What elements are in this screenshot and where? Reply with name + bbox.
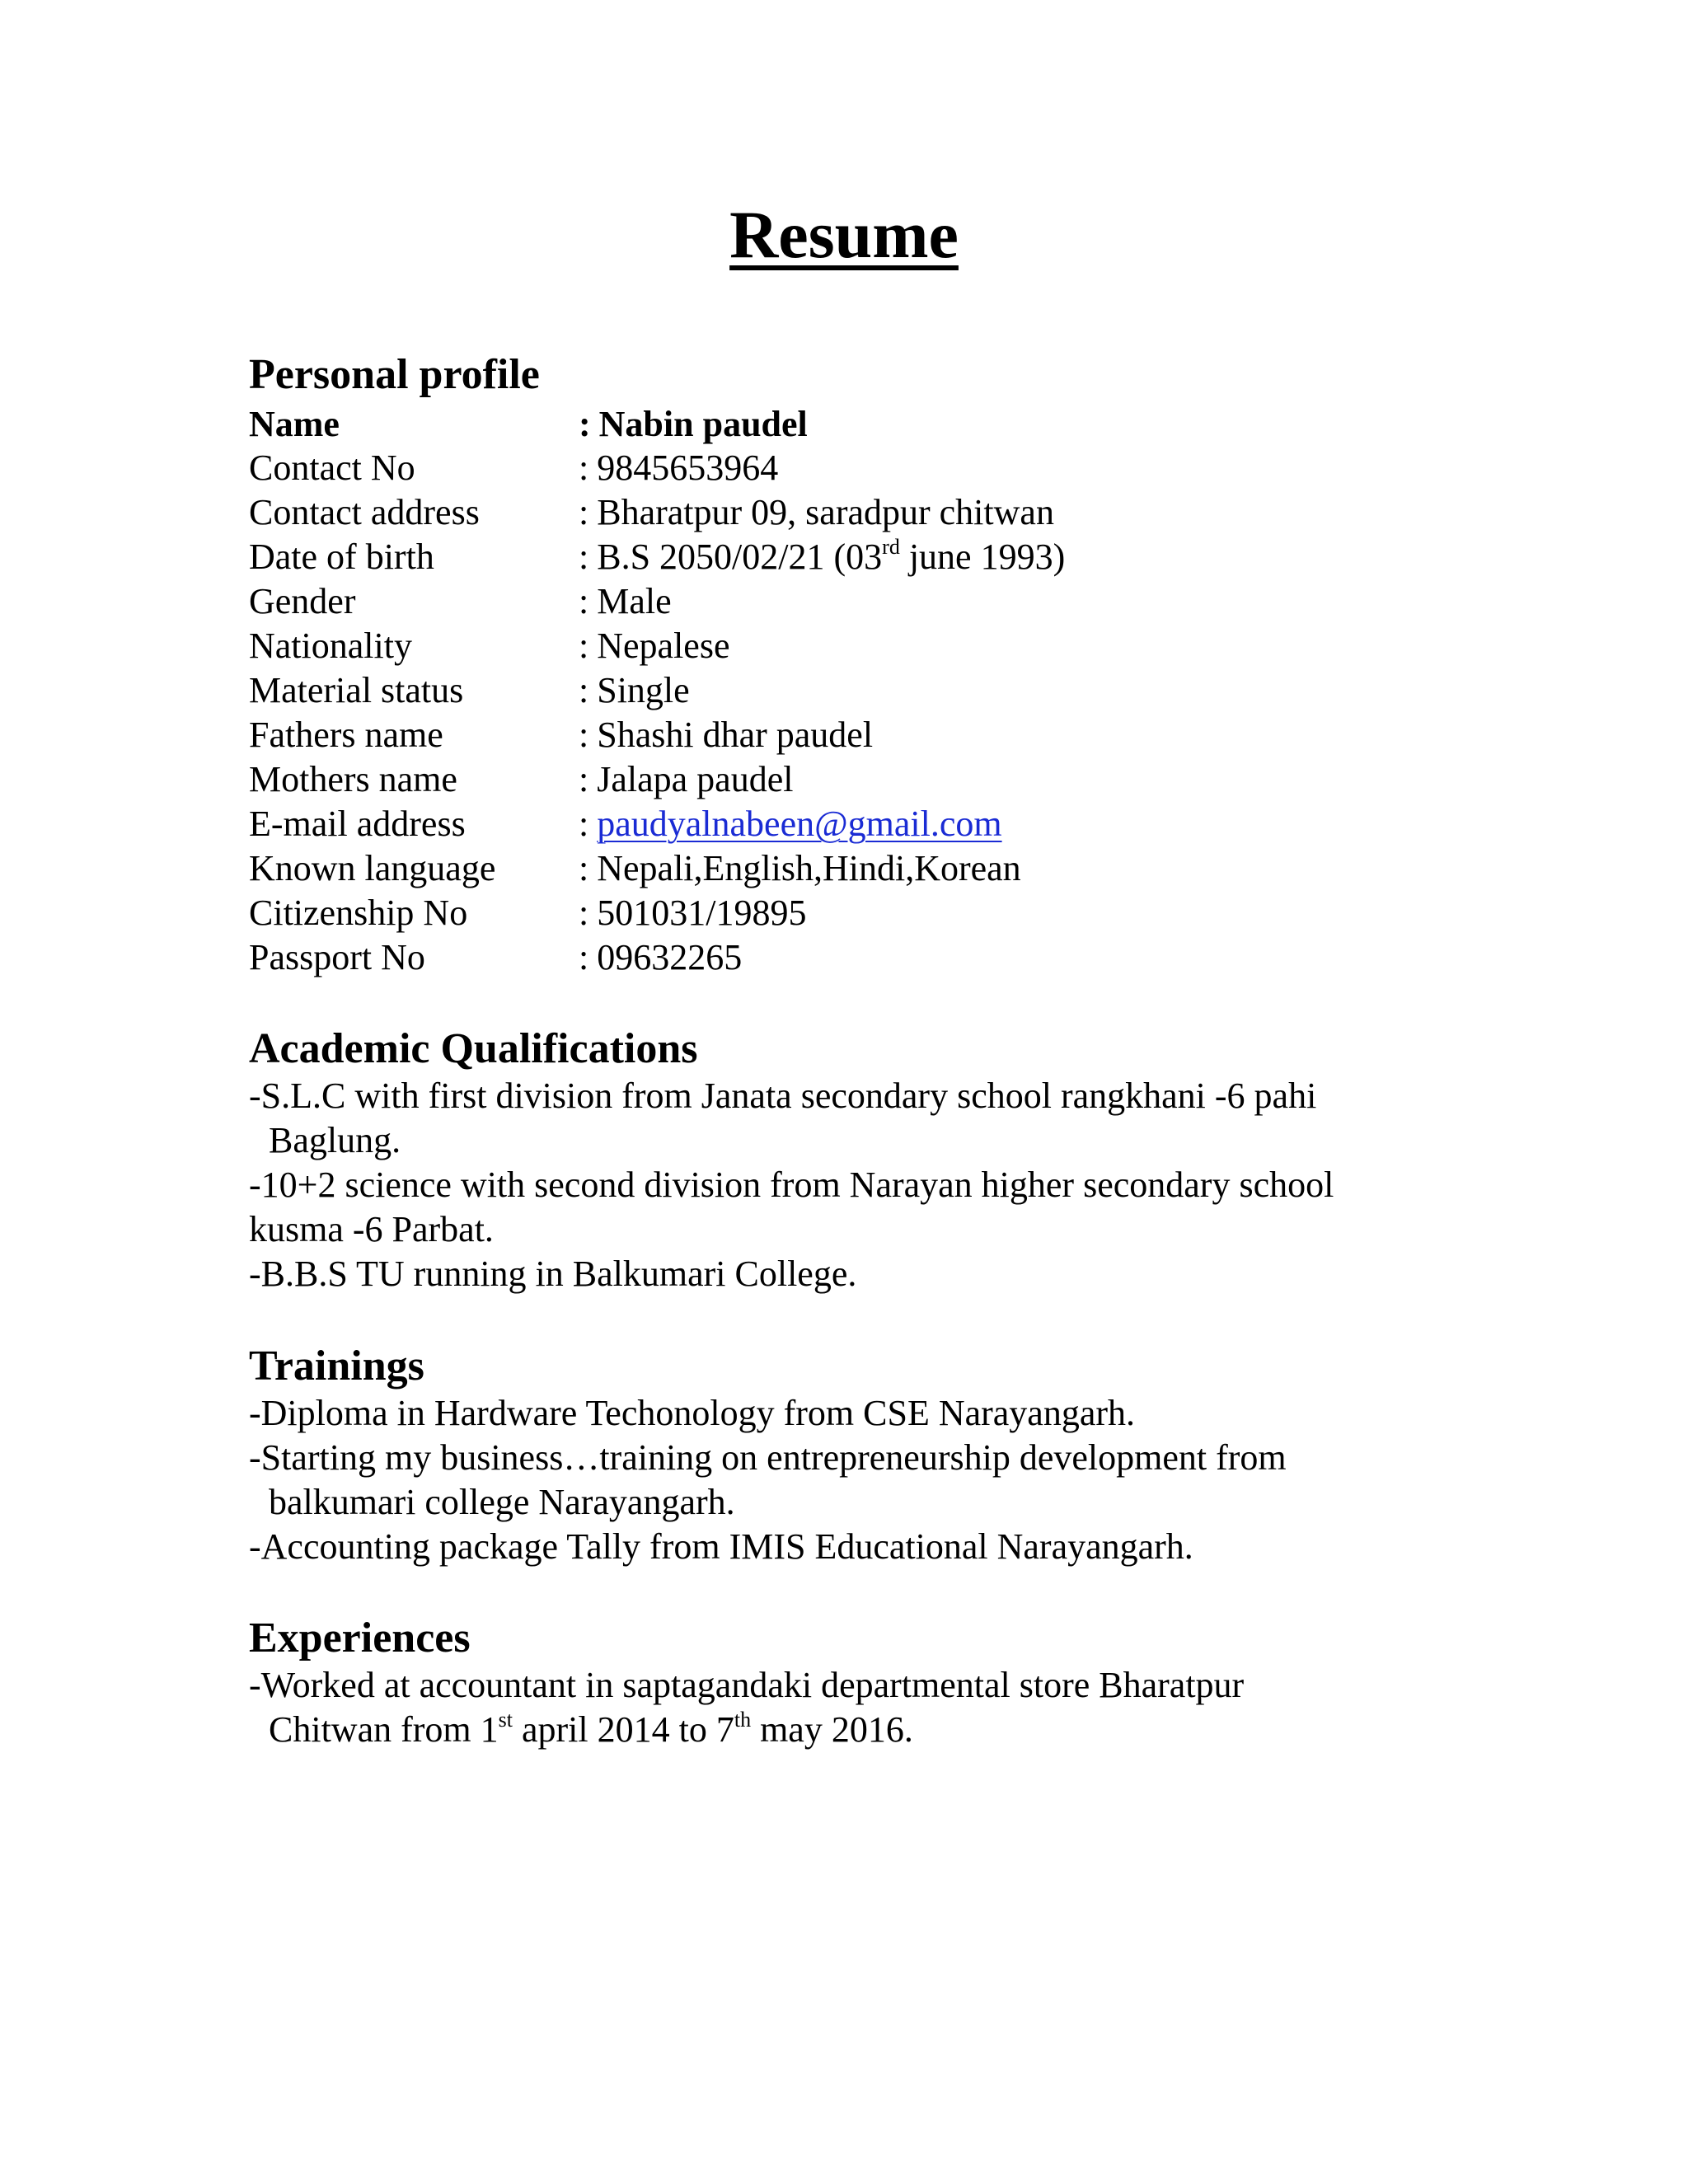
profile-label: Contact address [249,492,480,532]
experience-line: Chitwan from 1st april 2014 to 7th may 2016. [269,1708,913,1750]
profile-value: Jalapa paudel [597,759,794,799]
profile-value: B.S 2050/02/21 (03rd june 1993) [597,535,1066,577]
profile-value: Nepali,English,Hindi,Korean [597,848,1021,888]
profile-label: Mothers name [249,759,457,799]
profile-value: 9845653964 [597,448,779,488]
trainings-heading: Trainings [249,1343,424,1390]
training-line: -Diploma in Hardware Techonology from CSE Narayangarh. [249,1393,1136,1433]
profile-label: Passport No [249,937,425,977]
profile-value: 501031/19895 [597,893,807,933]
academic-line: kusma -6 Parbat. [249,1209,494,1249]
profile-label: Date of birth [249,537,434,577]
page-title: Resume [729,197,959,272]
profile-value: Nabin paudel [598,404,808,444]
profile-label: Material status [249,670,464,710]
academic-heading: Academic Qualifications [249,1025,698,1072]
resume-page: Resume Personal profile Name : Nabin paudel Contact No : 9845653964 Contact address : Bharatpur 09, saradpur chitwan Date of birth : B.S 2050/02/21 (03rd june 1993) Gender : Male Nationality : Nepalese Material status : Single Fathers name : Shashi dhar paudel Mothers name : Jalapa paudel E-mail address : paudyalnabeen@gmail.com Known language : Nepali,English,Hindi,Korean Citizenship No : 501031/19895 Passport No : 09632265 Academic Qualifications -S.L.C with first division from Janata secondary school rangkhani -6 pahi Baglung. -10+2 science with second division from Narayan higher secondary school kusma -6 Parbat. -B.B.S TU running in Balkumari College. Trainings -Diploma in Hardware Techonology from CSE Narayangarh. -Starting my business…training on entrepreneurship development from balkumari college Narayangarh. -Accounting package Tally from IMIS Educational Narayangarh. Experiences -Worked at accountant in saptagandaki departmental store Bharatpur Chitwan from 1st april 2014 to 7th may 2016. [0,0,1688,2184]
training-line: balkumari college Narayangarh. [269,1482,735,1522]
academic-line: -B.B.S TU running in Balkumari College. [249,1254,857,1294]
profile-value: 09632265 [597,937,743,977]
experiences-heading: Experiences [249,1615,471,1661]
profile-value: Single [597,670,690,710]
profile-label: E-mail address [249,804,466,844]
profile-label: Nationality [249,626,412,666]
training-line: -Accounting package Tally from IMIS Educational Narayangarh. [249,1526,1193,1567]
training-line: -Starting my business…training on entrepreneurship development from [249,1437,1287,1478]
profile-label: Citizenship No [249,893,468,933]
profile-value: Nepalese [597,626,730,666]
academic-line: Baglung. [269,1120,401,1160]
profile-label: Contact No [249,448,415,488]
profile-label: Fathers name [249,715,443,755]
profile-label: Gender [249,581,356,621]
profile-value: Shashi dhar paudel [597,715,874,755]
profile-label: Known language [249,848,496,888]
academic-line: -S.L.C with first division from Janata secondary school rangkhani -6 pahi [249,1076,1317,1116]
email-link[interactable]: paudyalnabeen@gmail.com [597,804,1002,844]
experience-line: -Worked at accountant in saptagandaki departmental store Bharatpur [249,1665,1245,1705]
personal-profile-heading: Personal profile [249,351,540,398]
profile-value: Bharatpur 09, saradpur chitwan [597,492,1054,532]
profile-value: Male [597,581,672,621]
academic-line: -10+2 science with second division from Narayan higher secondary school [249,1165,1334,1205]
profile-label: Name [249,404,340,444]
